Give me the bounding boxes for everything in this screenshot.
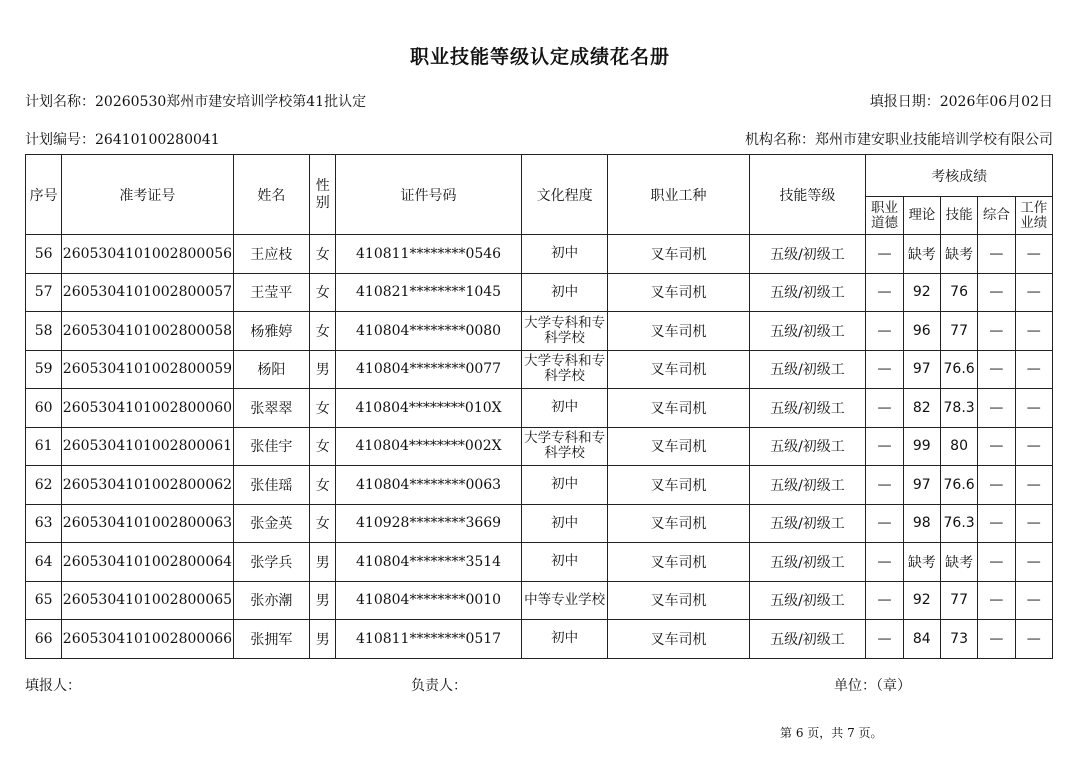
cell-ethics: — xyxy=(866,466,903,505)
cell-name: 王应枝 xyxy=(233,235,310,274)
cell-level: 五级/初级工 xyxy=(749,273,866,312)
cell-name: 张翠翠 xyxy=(233,389,310,428)
cell-gender: 女 xyxy=(310,504,336,543)
cell-name: 张佳宇 xyxy=(233,427,310,466)
cell-skill: 73 xyxy=(940,620,977,659)
cell-skill: 76.6 xyxy=(940,466,977,505)
cell-work: — xyxy=(1015,389,1052,428)
cell-level: 五级/初级工 xyxy=(749,581,866,620)
cell-exam-no: 2605304101002800062 xyxy=(62,466,233,505)
header-ethics: 职业道德 xyxy=(866,197,903,235)
cell-ethics: — xyxy=(866,389,903,428)
cell-exam-no: 2605304101002800057 xyxy=(62,273,233,312)
cell-seq: 65 xyxy=(26,581,62,620)
cell-ethics: — xyxy=(866,504,903,543)
cell-overall: — xyxy=(978,620,1015,659)
cell-skill: 78.3 xyxy=(940,389,977,428)
cell-overall: — xyxy=(978,273,1015,312)
cell-education: 初中 xyxy=(521,389,608,428)
header-work: 工作业绩 xyxy=(1015,197,1052,235)
header-exam-no: 准考证号 xyxy=(62,155,233,235)
cell-level: 五级/初级工 xyxy=(749,620,866,659)
table-row xyxy=(26,350,1053,389)
cell-education: 初中 xyxy=(521,504,608,543)
cell-overall: — xyxy=(978,312,1015,351)
cell-level: 五级/初级工 xyxy=(749,427,866,466)
header-name: 姓名 xyxy=(233,155,310,235)
plan-name xyxy=(25,91,366,111)
cell-id-no: 410811********0517 xyxy=(336,620,521,659)
report-date-value: 2026年06月02日 xyxy=(939,94,1053,110)
header-id-no: 证件号码 xyxy=(336,155,521,235)
table-row xyxy=(26,504,1053,543)
cell-level: 五级/初级工 xyxy=(749,235,866,274)
cell-work: — xyxy=(1015,581,1052,620)
cell-overall: — xyxy=(978,389,1015,428)
organization-value: 郑州市建安职业技能培训学校有限公司 xyxy=(815,132,1053,148)
cell-seq: 61 xyxy=(26,427,62,466)
cell-education: 初中 xyxy=(521,620,608,659)
table-row xyxy=(26,543,1053,582)
cell-id-no: 410804********0063 xyxy=(336,466,521,505)
cell-gender: 女 xyxy=(310,427,336,466)
cell-exam-no: 2605304101002800065 xyxy=(62,581,233,620)
cell-education: 初中 xyxy=(521,543,608,582)
cell-seq: 60 xyxy=(26,389,62,428)
header-scores: 考核成绩 xyxy=(866,155,1053,197)
cell-level: 五级/初级工 xyxy=(749,543,866,582)
cell-education: 初中 xyxy=(521,235,608,274)
cell-name: 杨雅婷 xyxy=(233,312,310,351)
cell-occupation: 叉车司机 xyxy=(608,620,749,659)
cell-name: 张学兵 xyxy=(233,543,310,582)
cell-seq: 64 xyxy=(26,543,62,582)
cell-occupation: 叉车司机 xyxy=(608,350,749,389)
cell-ethics: — xyxy=(866,427,903,466)
cell-id-no: 410928********3669 xyxy=(336,504,521,543)
cell-gender: 女 xyxy=(310,235,336,274)
cell-seq: 56 xyxy=(26,235,62,274)
cell-exam-no: 2605304101002800060 xyxy=(62,389,233,428)
cell-education: 大学专科和专科学校 xyxy=(521,312,608,351)
cell-level: 五级/初级工 xyxy=(749,350,866,389)
table-row xyxy=(26,581,1053,620)
cell-exam-no: 2605304101002800064 xyxy=(62,543,233,582)
cell-gender: 男 xyxy=(310,350,336,389)
cell-gender: 男 xyxy=(310,543,336,582)
roster-body xyxy=(26,235,1053,659)
cell-skill: 缺考 xyxy=(940,235,977,274)
cell-occupation: 叉车司机 xyxy=(608,581,749,620)
score-roster-table xyxy=(25,154,1053,659)
cell-ethics: — xyxy=(866,273,903,312)
cell-theory: 96 xyxy=(903,312,940,351)
cell-occupation: 叉车司机 xyxy=(608,273,749,312)
cell-id-no: 410804********0080 xyxy=(336,312,521,351)
plan-name-value: 20260530郑州市建安培训学校第41批认定 xyxy=(95,94,367,110)
header-theory: 理论 xyxy=(903,197,940,235)
cell-name: 张亦潮 xyxy=(233,581,310,620)
table-row xyxy=(26,620,1053,659)
cell-skill: 80 xyxy=(940,427,977,466)
cell-occupation: 叉车司机 xyxy=(608,427,749,466)
cell-education: 大学专科和专科学校 xyxy=(521,427,608,466)
cell-gender: 男 xyxy=(310,620,336,659)
cell-theory: 84 xyxy=(903,620,940,659)
unit-label: 单位：（章） xyxy=(834,678,911,694)
cell-name: 张金英 xyxy=(233,504,310,543)
filler-label: 填报人： xyxy=(25,678,81,694)
header-skill: 技能 xyxy=(940,197,977,235)
cell-exam-no: 2605304101002800056 xyxy=(62,235,233,274)
cell-theory: 99 xyxy=(903,427,940,466)
report-date xyxy=(870,91,1053,111)
cell-work: — xyxy=(1015,312,1052,351)
cell-occupation: 叉车司机 xyxy=(608,504,749,543)
cell-level: 五级/初级工 xyxy=(749,389,866,428)
plan-number-label: 计划编号： xyxy=(25,132,95,148)
cell-gender: 女 xyxy=(310,273,336,312)
cell-exam-no: 2605304101002800061 xyxy=(62,427,233,466)
cell-skill: 76 xyxy=(940,273,977,312)
cell-skill: 77 xyxy=(940,312,977,351)
plan-number-value: 26410100280041 xyxy=(95,132,220,148)
cell-id-no: 410804********0010 xyxy=(336,581,521,620)
cell-exam-no: 2605304101002800058 xyxy=(62,312,233,351)
cell-education: 初中 xyxy=(521,466,608,505)
cell-gender: 女 xyxy=(310,312,336,351)
cell-occupation: 叉车司机 xyxy=(608,389,749,428)
page-title: 职业技能等级认定成绩花名册 xyxy=(409,46,670,68)
manager-label: 负责人： xyxy=(411,678,467,694)
cell-occupation: 叉车司机 xyxy=(608,312,749,351)
cell-theory: 92 xyxy=(903,581,940,620)
report-date-label: 填报日期： xyxy=(869,94,940,110)
cell-seq: 66 xyxy=(26,620,62,659)
cell-theory: 缺考 xyxy=(903,235,940,274)
cell-work: — xyxy=(1015,273,1052,312)
cell-name: 杨阳 xyxy=(233,350,310,389)
cell-level: 五级/初级工 xyxy=(749,312,866,351)
cell-skill: 76.3 xyxy=(940,504,977,543)
cell-overall: — xyxy=(978,235,1015,274)
cell-gender: 男 xyxy=(310,581,336,620)
cell-overall: — xyxy=(978,504,1015,543)
cell-work: — xyxy=(1015,620,1052,659)
organization-label: 机构名称： xyxy=(745,132,815,148)
cell-ethics: — xyxy=(866,312,903,351)
table-row xyxy=(26,312,1053,351)
cell-theory: 98 xyxy=(903,504,940,543)
cell-skill: 缺考 xyxy=(940,543,977,582)
cell-occupation: 叉车司机 xyxy=(608,235,749,274)
header-level: 技能等级 xyxy=(749,155,866,235)
cell-ethics: — xyxy=(866,581,903,620)
cell-work: — xyxy=(1015,504,1052,543)
cell-seq: 63 xyxy=(26,504,62,543)
cell-overall: — xyxy=(978,427,1015,466)
cell-theory: 缺考 xyxy=(903,543,940,582)
cell-theory: 97 xyxy=(903,350,940,389)
cell-level: 五级/初级工 xyxy=(749,504,866,543)
table-row xyxy=(26,427,1053,466)
cell-id-no: 410804********0077 xyxy=(336,350,521,389)
cell-work: — xyxy=(1015,350,1052,389)
cell-education: 大学专科和专科学校 xyxy=(521,350,608,389)
cell-work: — xyxy=(1015,235,1052,274)
cell-work: — xyxy=(1015,427,1052,466)
cell-education: 初中 xyxy=(521,273,608,312)
cell-id-no: 410821********1045 xyxy=(336,273,521,312)
cell-exam-no: 2605304101002800059 xyxy=(62,350,233,389)
plan-name-label: 计划名称： xyxy=(25,94,95,110)
cell-work: — xyxy=(1015,543,1052,582)
cell-exam-no: 2605304101002800063 xyxy=(62,504,233,543)
cell-id-no: 410804********002X xyxy=(336,427,521,466)
cell-education: 中等专业学校 xyxy=(521,581,608,620)
page-indicator: 第 6 页，共 7 页。 xyxy=(780,726,883,740)
table-row xyxy=(26,389,1053,428)
organization xyxy=(745,129,1053,149)
header-gender: 性别 xyxy=(310,155,336,235)
table-row xyxy=(26,466,1053,505)
cell-ethics: — xyxy=(866,620,903,659)
cell-work: — xyxy=(1015,466,1052,505)
header-education: 文化程度 xyxy=(521,155,608,235)
cell-seq: 57 xyxy=(26,273,62,312)
header-occupation: 职业工种 xyxy=(608,155,749,235)
cell-ethics: — xyxy=(866,235,903,274)
cell-name: 王莹平 xyxy=(233,273,310,312)
cell-overall: — xyxy=(978,466,1015,505)
table-row xyxy=(26,273,1053,312)
cell-theory: 97 xyxy=(903,466,940,505)
cell-overall: — xyxy=(978,581,1015,620)
table-row xyxy=(26,235,1053,274)
cell-gender: 女 xyxy=(310,466,336,505)
cell-level: 五级/初级工 xyxy=(749,466,866,505)
cell-seq: 59 xyxy=(26,350,62,389)
cell-theory: 92 xyxy=(903,273,940,312)
cell-id-no: 410804********010X xyxy=(336,389,521,428)
cell-theory: 82 xyxy=(903,389,940,428)
cell-seq: 62 xyxy=(26,466,62,505)
cell-name: 张拥军 xyxy=(233,620,310,659)
header-seq: 序号 xyxy=(26,155,62,235)
cell-ethics: — xyxy=(866,543,903,582)
cell-id-no: 410804********3514 xyxy=(336,543,521,582)
cell-occupation: 叉车司机 xyxy=(608,543,749,582)
cell-id-no: 410811********0546 xyxy=(336,235,521,274)
cell-occupation: 叉车司机 xyxy=(608,466,749,505)
cell-overall: — xyxy=(978,543,1015,582)
cell-exam-no: 2605304101002800066 xyxy=(62,620,233,659)
cell-skill: 76.6 xyxy=(940,350,977,389)
cell-overall: — xyxy=(978,350,1015,389)
cell-name: 张佳瑶 xyxy=(233,466,310,505)
plan-number xyxy=(25,129,220,149)
cell-gender: 女 xyxy=(310,389,336,428)
cell-skill: 77 xyxy=(940,581,977,620)
header-overall: 综合 xyxy=(978,197,1015,235)
cell-ethics: — xyxy=(866,350,903,389)
cell-seq: 58 xyxy=(26,312,62,351)
